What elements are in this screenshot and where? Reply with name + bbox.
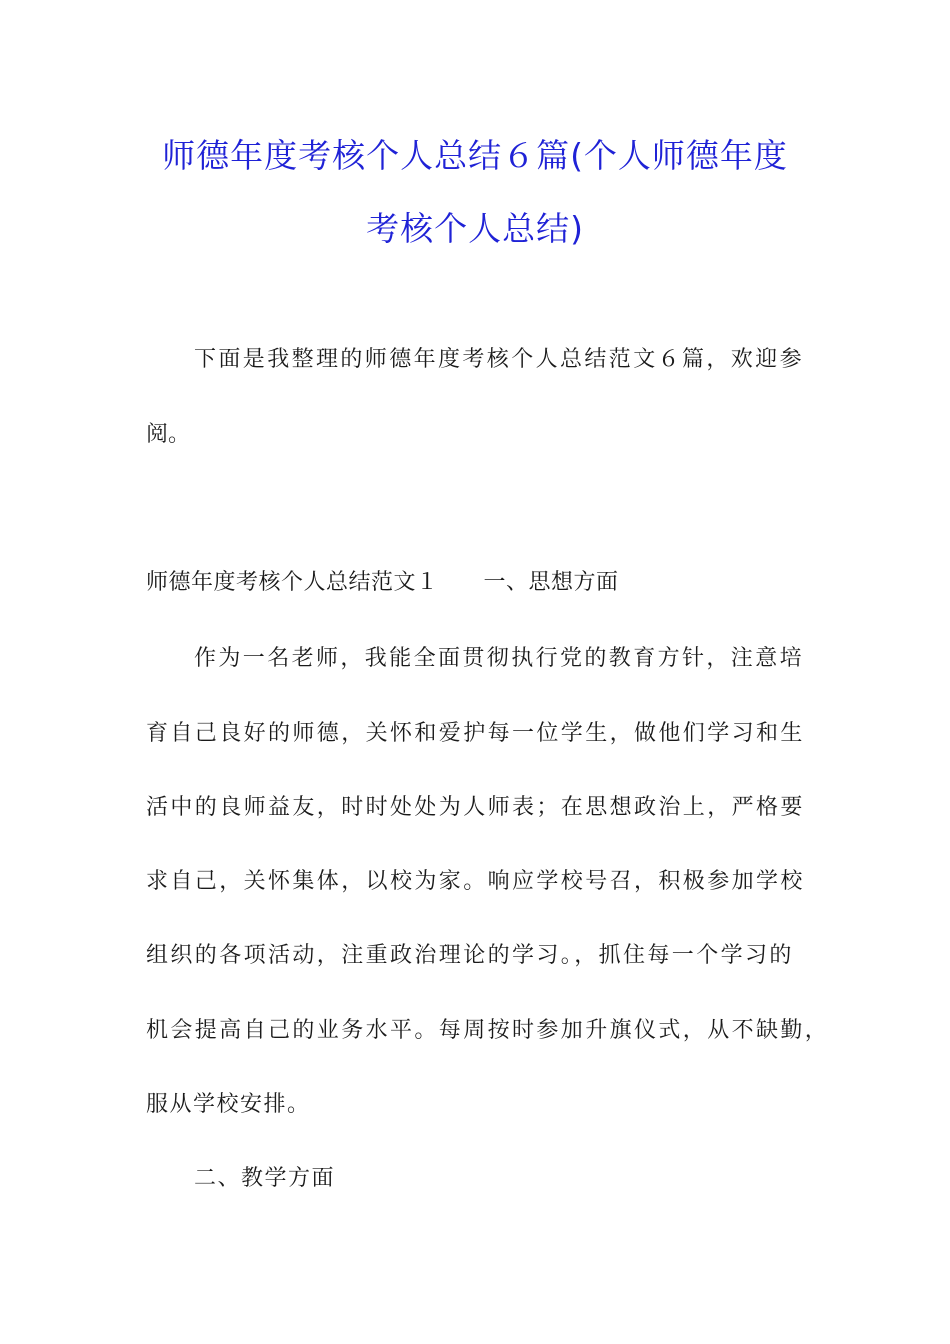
intro-paragraph-line-2: 阅。 (146, 422, 191, 447)
body-line: 求自己，关怀集体，以校为家。响应学校号召，积极参加学校 (146, 869, 805, 894)
section-2-heading: 二、教学方面 (194, 1166, 336, 1191)
body-line: 机会提高自己的业务水平。每周按时参加升旗仪式，从不缺勤， (146, 1018, 830, 1043)
section-1-heading: 师德年度考核个人总结范文１ 一、思想方面 (146, 570, 619, 595)
body-line: 组织的各项活动，注重政治理论的学习。，抓住每一个学习的 (146, 943, 794, 968)
body-line: 活中的良师益友，时时处处为人师表；在思想政治上，严格要 (146, 795, 805, 820)
body-line: 服从学校安排。 (146, 1092, 311, 1117)
intro-paragraph-line-1: 下面是我整理的师德年度考核个人总结范文６篇，欢迎参 (194, 347, 805, 372)
body-line: 作为一名老师，我能全面贯彻执行党的教育方针，注意培 (194, 646, 805, 671)
document-title-line-2: 考核个人总结) (366, 209, 584, 248)
document-title-line-1: 师德年度考核个人总结６篇(个人师德年度 (162, 136, 788, 175)
body-line: 育自己良好的师德，关怀和爱护每一位学生，做他们学习和生 (146, 721, 805, 746)
